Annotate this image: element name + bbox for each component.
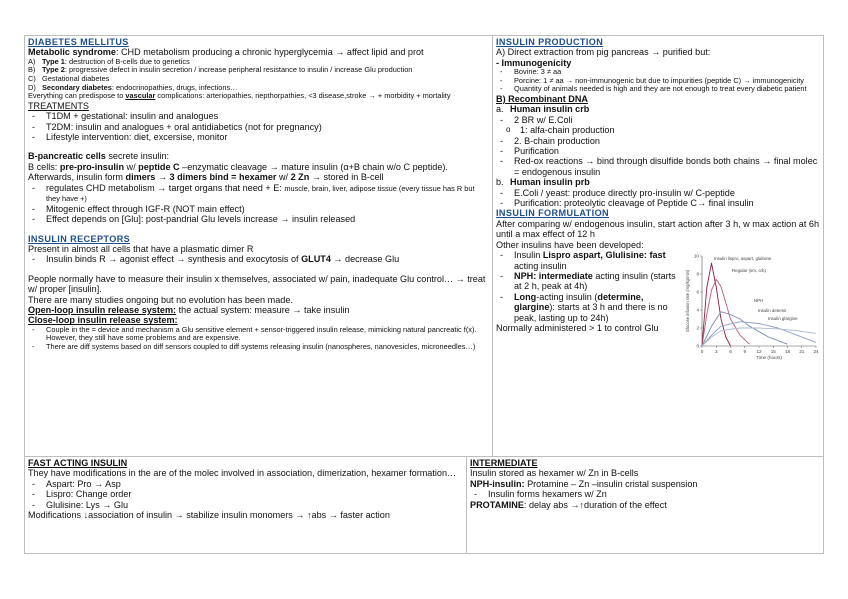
- extraction-line: A) Direct extraction from pig pancreas → purified but:: [496, 47, 711, 58]
- list-item: - T2DM: insulin and analogues + oral antidiabetics (not for pregnancy): [28, 122, 489, 132]
- immunogenicity-heading: - Immunogenicity: [496, 57, 572, 68]
- y-tick-label: 8: [696, 271, 699, 277]
- list-item: - 2 BR w/ E.Coli: [496, 115, 820, 125]
- fast-title: FAST ACTING INSULIN: [28, 458, 128, 468]
- list-item: - Couple in the = device and mechanism a Glu sensitive element + sensor-triggered insulin release, mimicking natural pancreatic f(x). However, they still have some problems and are expensive.: [28, 326, 489, 343]
- y-axis-label: Glucose infusion rate (mg/kg/min): [685, 269, 690, 333]
- treatments-title: TREATMENTS: [28, 100, 89, 111]
- list-item: - Mitogenic effect through IGF-R (NOT main effect): [28, 204, 489, 214]
- x-tick-label: 18: [784, 349, 791, 355]
- series-line: [702, 322, 816, 346]
- list-item: - T1DM + gestational: insulin and analogues: [28, 111, 489, 121]
- series-label: Regular (sm, crb): [732, 268, 766, 274]
- y-tick-label: 4: [696, 307, 699, 313]
- list-item: - Purification: proteolytic cleavage of Peptide C→ final insulin: [496, 198, 820, 208]
- x-tick-label: 15: [770, 349, 776, 355]
- intermediate-list: [470, 489, 820, 499]
- list-item: - Porcine: 1 ≠ aa → non-immunogenic but due to impurities (peptide C) → immunogenicity: [496, 77, 820, 86]
- series-label: NPH: [754, 298, 764, 304]
- close-loop-title: Close-loop insulin release system:: [28, 315, 178, 326]
- list-item: - Insulin Lispro aspart, Glulisine: fast acting insulin: [496, 250, 820, 271]
- list-item: - Purification: [496, 146, 820, 156]
- notes-page: [24, 35, 824, 554]
- diabetes-title: DIABETES MELLITUS: [28, 37, 129, 47]
- treatments-list: [28, 111, 489, 142]
- list-item: - Lifestyle intervention: diet, excersise, monitor: [28, 132, 489, 142]
- intermediate-section: [466, 456, 824, 554]
- list-item: - Effect depends on [Glu]: post-pandrial Glu levels increase → insulin released: [28, 214, 489, 224]
- y-tick-label: 0: [696, 343, 699, 349]
- bcells-paragraph: B cells: pre-pro-insulin w/ peptide C –enzymatic cleavage → mature insulin (α+B chain w/o C peptide). Afterwards, insulin form dimers → 3 dimers bind = hexamer w/ 2 Zn → stored in B-cell: [28, 161, 448, 183]
- insulin-types-list: [496, 250, 820, 323]
- list-item: - Long-acting insulin (determine, glargine): starts at 3 h and there is no peak, lasting up to 24h): [496, 292, 820, 323]
- fast-acting-section: [24, 456, 467, 554]
- studies-paragraph: There are many studies ongoing but no evolution has been made.: [28, 294, 293, 305]
- list-item: - Glulisine: Lys → Glu: [28, 500, 463, 510]
- series-label: Insulin lispro, aspart, glulisine: [714, 256, 772, 262]
- recombinant-title: B) Recombinant DNA: [496, 94, 588, 104]
- bcells-list: [28, 183, 489, 225]
- type-item: A) Type 1: destruction of B-cells due to genetics: [28, 58, 489, 67]
- y-tick-label: 6: [696, 289, 699, 295]
- list-item: - Insulin binds R → agonist effect → synthesis and exocytosis of GLUT4 → decrease Glu: [28, 254, 489, 264]
- x-tick-label: 21: [799, 349, 805, 355]
- immunogenicity-list: [496, 68, 820, 94]
- series-label: Insulin glargine: [768, 316, 798, 322]
- type-item: C) Gestational diabetes: [28, 75, 489, 84]
- list-item: o 1: alfa-chain production: [496, 125, 820, 135]
- nph-line: NPH-insulin: Protamine – Zn –insulin cristal suspension: [470, 478, 698, 489]
- list-item: - Aspart: Pro → Asp: [28, 479, 463, 489]
- list-item: - regulates CHD metabolism → target organs that need + E: muscle, brain, liver, adipose tissue (every tissue has R but they have +): [28, 183, 489, 204]
- prb-list: [496, 188, 820, 209]
- receptors-list: [28, 254, 489, 264]
- intermediate-title: INTERMEDIATE: [470, 458, 538, 468]
- list-item: - NPH: intermediate acting insulin (starts at 2 h, peak at 4h): [496, 271, 820, 292]
- formulation-title: INSULIN FORMULATION: [496, 208, 610, 219]
- diabetes-section: [24, 35, 493, 457]
- predispose-text: Everything can predispose to vascular complications: arteriopathies, nepthorpathies, <3 disease,stroke → + morbidity + mortality: [28, 91, 451, 101]
- x-tick-label: 0: [700, 349, 704, 355]
- x-tick-label: 3: [714, 349, 718, 355]
- bcells-heading: B-pancreatic cells secrete insulin:: [28, 151, 170, 162]
- x-tick-label: 9: [743, 349, 747, 355]
- list-item: - Lispro: Change order: [28, 489, 463, 499]
- list-item: - E.Coli / yeast: produce directly pro-insulin w/ C-peptide: [496, 188, 820, 198]
- y-tick-label: 10: [693, 253, 699, 259]
- type-item: D) Secondary diabetes: endocrinopathies, drugs, infections…: [28, 84, 489, 93]
- fast-modifications: Modifications ↓association of insulin → stabilize insulin monomers → ↑abs → faster action: [28, 510, 390, 521]
- production-section: [492, 35, 824, 457]
- list-item: - There are diff systems based on diff sensors coupled to diff systems releasing insulin (nanospheres, nanovesicles, microneedles…): [28, 343, 489, 352]
- open-loop-line: Open-loop insulin release system: the actual system: measure → take insulin: [28, 305, 350, 316]
- administration-line: Normally administered > 1 to control Glu: [496, 322, 659, 333]
- list-item: - 2. B-chain production: [496, 136, 820, 146]
- list-item: - Red-ox reactions → bind through disulfide bonds both chains → final molec = endogenous insulin: [496, 156, 820, 177]
- x-tick-label: 24: [813, 349, 819, 355]
- list-item: - Quantity of animals needed is high and they are not enough to treat every diabetic patient: [496, 85, 820, 94]
- fast-paragraph: They have modifications in the are of the molec involved in association, dimerization, hexamer formation…: [28, 468, 457, 479]
- receptors-line: Present in almost all cells that have a plasmatic dimer R: [28, 244, 254, 255]
- list-item: - Insulin forms hexamers w/ Zn: [470, 489, 820, 499]
- fast-list: [28, 479, 463, 510]
- series-label: Insulin detemir: [758, 308, 787, 314]
- close-loop-list: [28, 326, 489, 352]
- hexamer-line: Insulin stored as hexamer w/ Zn in B-cells: [470, 468, 639, 479]
- prb-heading: b. Human insulin prb: [496, 177, 820, 187]
- crb-list: [496, 115, 820, 177]
- list-item: - Bovine: 3 ≠ aa: [496, 68, 820, 77]
- protamine-line: PROTAMINE: delay abs →↑duration of the effect: [470, 499, 667, 510]
- x-axis-label: Time (hours): [756, 355, 782, 361]
- series-line: [702, 328, 816, 346]
- measure-paragraph: People normally have to measure their insulin x themselves, associated w/ pain, inadequate Glu control… → treat w/ proper [insulin].: [28, 273, 486, 295]
- formulation-others: Other insulins have been developed:: [496, 239, 644, 250]
- y-tick-label: 2: [696, 325, 699, 331]
- x-tick-label: 12: [756, 349, 762, 355]
- metabolic-paragraph: Metabolic syndrome: CHD metabolism producing a chronic hyperglycemia → affect lipid and prot: [28, 47, 424, 58]
- diabetes-types: [28, 58, 489, 101]
- type-item: B) Type 2: progressive defect in insulin secretion / increase peripheral resistance to insulin / increase Glu production: [28, 66, 489, 75]
- crb-heading: a. Human insulin crb: [496, 104, 820, 114]
- receptors-title: INSULIN RECEPTORS: [28, 233, 131, 244]
- x-tick-label: 6: [729, 349, 732, 355]
- formulation-paragraph: After comparing w/ endogenous insulin, start action after 3 h, w max action at 6h until a max effect of 12 h: [496, 218, 820, 240]
- production-title: INSULIN PRODUCTION: [496, 37, 604, 47]
